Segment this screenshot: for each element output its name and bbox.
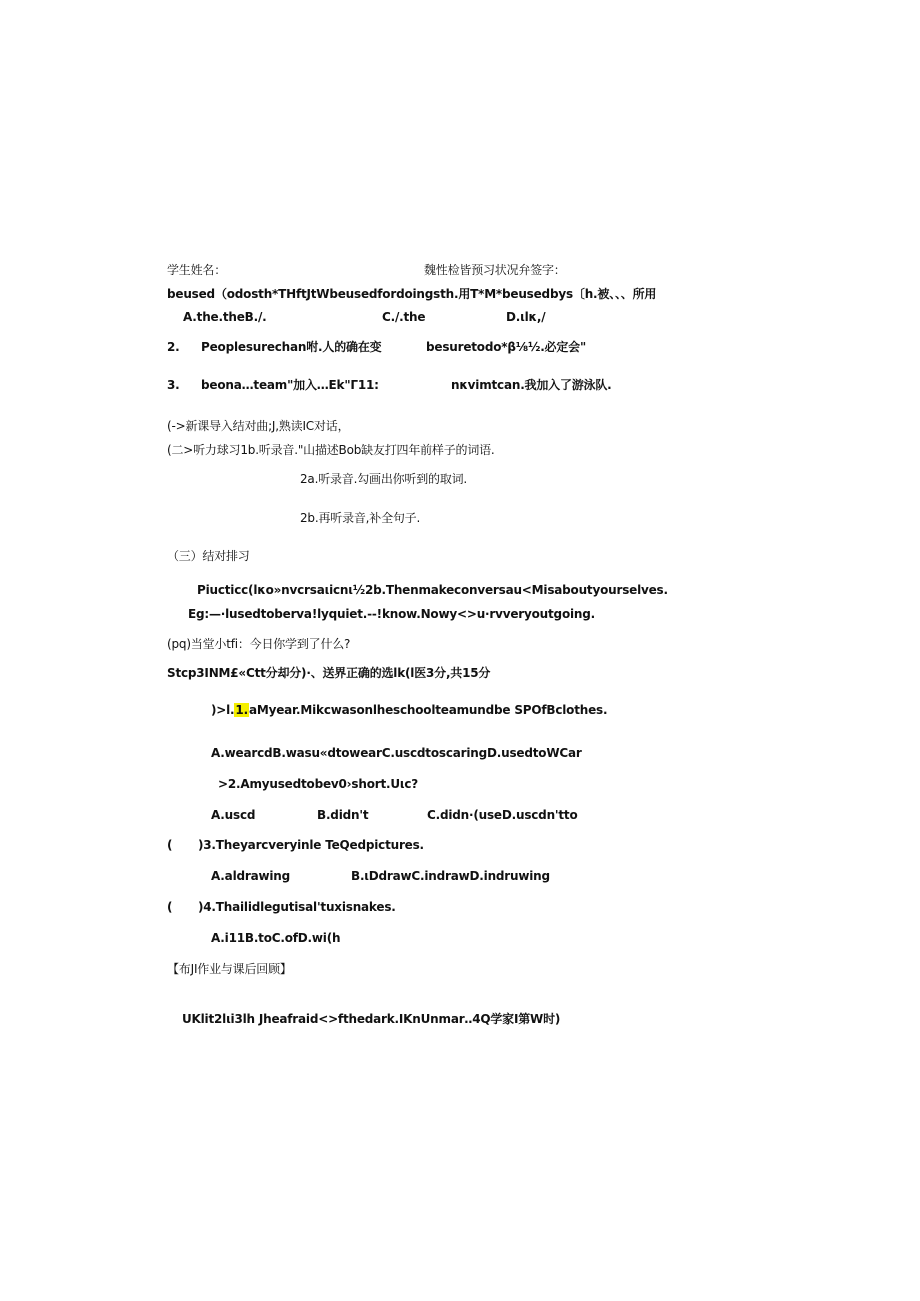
question-1-text: aMyear.Mikcwasonlheschoolteamundbe SPOfBclothes.: [248, 703, 608, 717]
preview-item-3-note: nκvimtcan.我加入了游泳队.: [451, 378, 612, 392]
question-1: [211, 702, 607, 718]
section-3-practice: Piucticc(lκo»nvcrsaιicnι½2b.Thenmakeconversau<Misaboutyourselves.: [197, 583, 668, 597]
preview-option-a: A.the.theB./.: [183, 310, 267, 324]
section-5-test-instructions: Stcp3INM£«Ctt分却分)·、送界正确的选lk(l医3分,共15分: [167, 666, 491, 680]
question-3: [198, 837, 424, 853]
section-3-example: Eg:—·lusedtoberva!lyquiet.--!know.Nowy<>u·rvveryoutgoing.: [188, 607, 595, 621]
question-2-text: Amyusedtobev0›short.Uιc?: [240, 777, 419, 791]
question-4: [198, 899, 396, 915]
section-3-heading: （三）结对排习: [167, 549, 250, 563]
question-1-prefix: )>l.: [211, 703, 235, 717]
preview-line-1: beused（odosth*THftJtWbeusedfordoingsth.用T*M*beusedbys〔h.被、、、所用: [167, 287, 657, 301]
section-2b: 2b.再听录音,补全句子.: [300, 511, 421, 525]
section-1-intro: (->新课导入结对曲;J,熟读IC对话，: [167, 419, 350, 433]
question-3-option-a: A.aldrawing: [211, 869, 291, 883]
homework-line: UKlit2lιi3lh Jheafraid<>fthedark.IKnUnmar‥4Q学家I第W时): [182, 1012, 561, 1026]
question-4-number: )4.: [198, 900, 216, 914]
question-4-open-bracket: (: [167, 900, 173, 914]
question-4-options: A.i11B.toC.ofD.wi(h: [211, 931, 341, 945]
preview-item-2-note: besuretodo*β⅛½.必定会": [426, 340, 587, 354]
section-2-listening: (二>听力球习1b.听录音."山描述Bob缺友打四年前样子的词语.: [167, 443, 495, 457]
question-1-highlight: 1.: [235, 703, 248, 717]
question-3-number: )3.: [198, 838, 216, 852]
question-3-option-bcd: B.ιDdrawC.indrawD.indruwing: [351, 869, 550, 883]
preview-item-2-text: Peoplesurechan咐.人的确在变: [201, 340, 382, 354]
preview-item-2-number: 2.: [167, 340, 180, 354]
question-2-prefix: >2.: [218, 777, 241, 791]
question-2-option-b: B.didn't: [317, 808, 369, 822]
preview-item-3-text: beona…team"加入…Ek"Γ11:: [201, 378, 379, 392]
preview-option-d: D.ιlκ,/: [506, 310, 546, 324]
preview-signature-label: 魏性检皆预习状况弁签字：: [424, 263, 566, 277]
student-name-label: 学生姓名：: [167, 263, 227, 277]
question-1-options: A.wearcdB.wasu«dtowearC.uscdtoscaringD.usedtoWCar: [211, 746, 582, 760]
preview-option-c: C./.the: [382, 310, 426, 324]
section-2a: 2a.听录音.勾画出你听到的取词.: [300, 472, 468, 486]
homework-title: 【布JI作业与课后回顾】: [167, 962, 292, 976]
question-4-text: Thailidlegutisal'tuxisnakes.: [215, 900, 396, 914]
question-3-open-bracket: (: [167, 838, 173, 852]
question-2-option-a: A.uscd: [211, 808, 256, 822]
preview-item-3-number: 3.: [167, 378, 180, 392]
question-3-text: Theyarcveryinle TeQedpictures.: [215, 838, 424, 852]
question-2: [218, 776, 418, 792]
section-4-summary: (pq)当堂小tfi：今日你学到了什么?: [167, 637, 351, 651]
question-2-option-cd: C.didn·(useD.uscdn'tto: [427, 808, 578, 822]
